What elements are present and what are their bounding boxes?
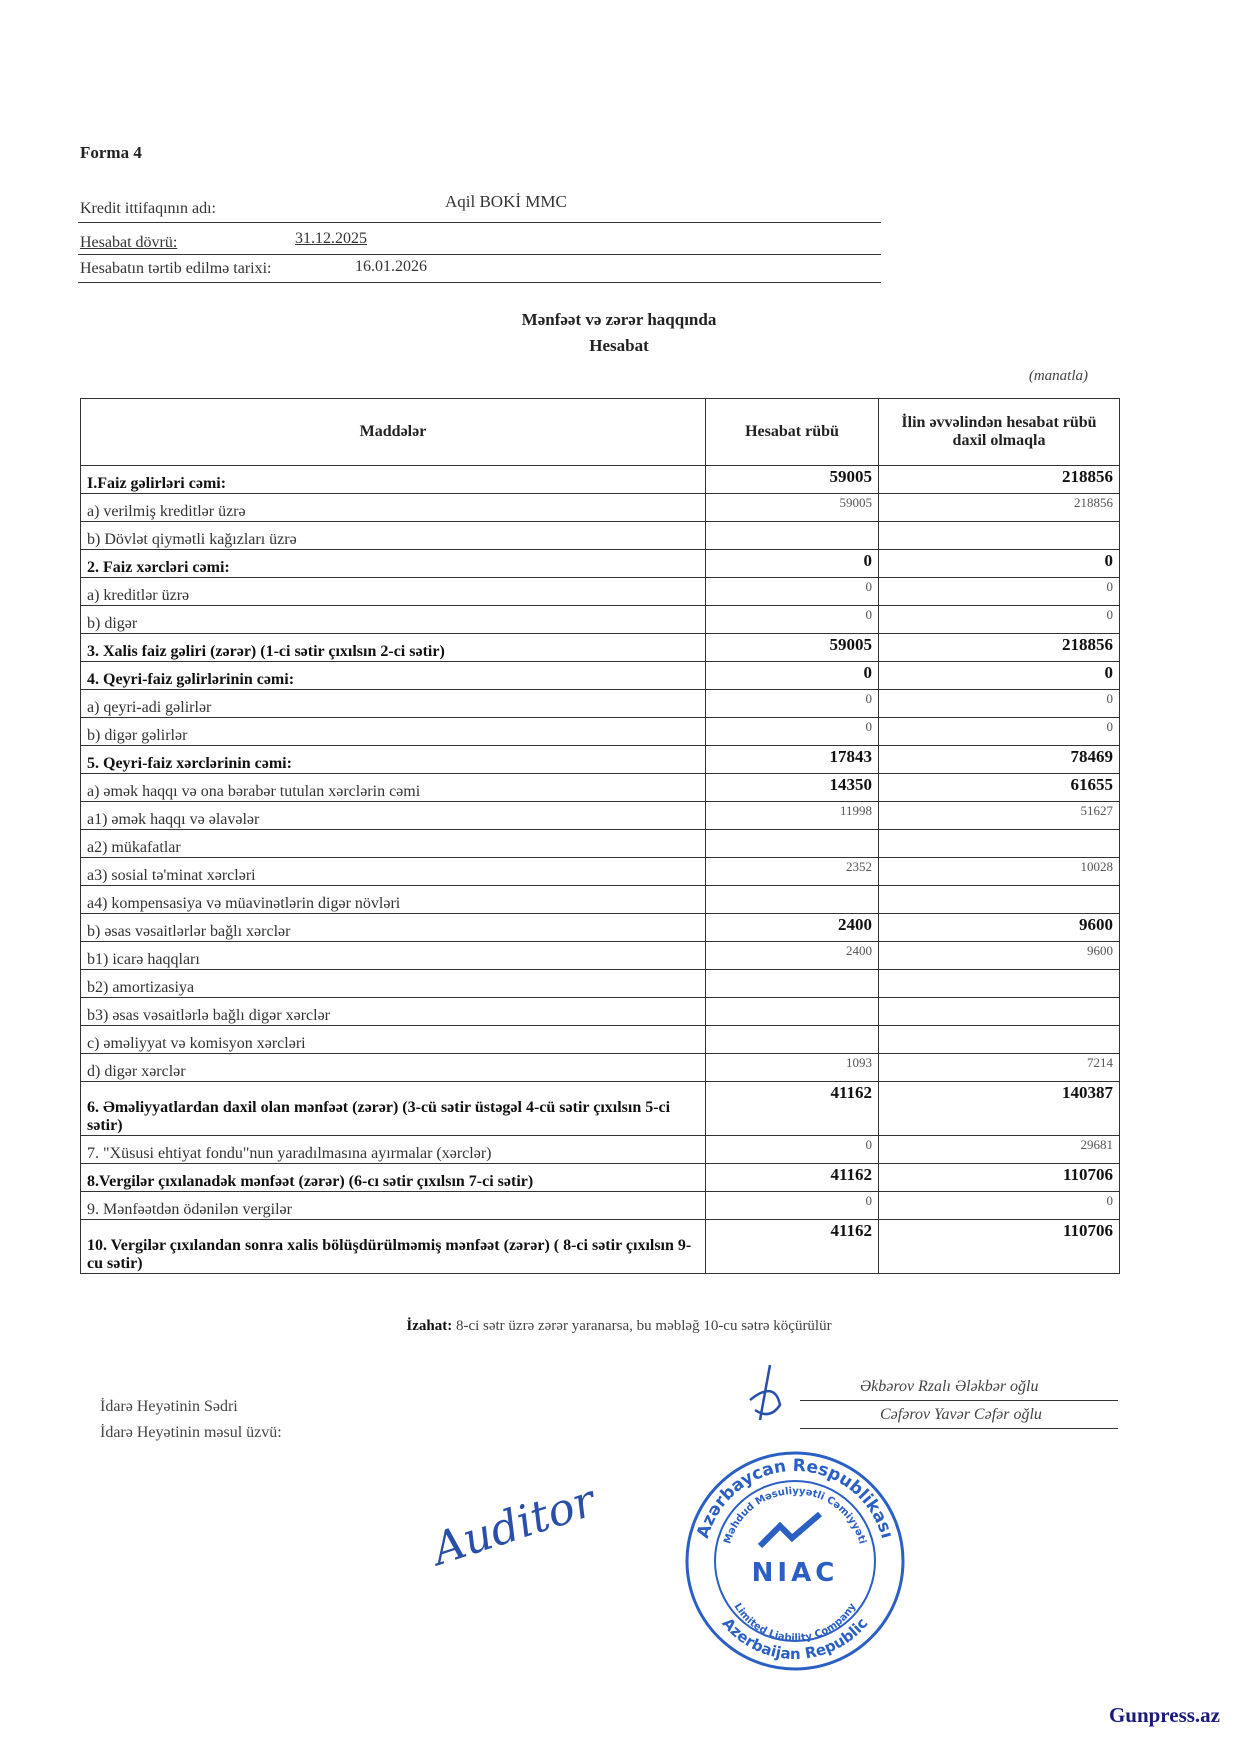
member-label: İdarə Heyətinin məsul üzvü: [100,1424,282,1441]
row-label: 4. Qeyri-faiz gəlirlərinin cəmi: [81,662,706,690]
table-row [81,802,1120,830]
quarter-value: 41162 [706,1082,879,1136]
stamp-inner-top-text: Məhdud Məsuliyyətli Cəmiyyəti [722,1486,868,1546]
compiled-date-value: 16.01.2026 [355,258,427,275]
row-label: 5. Qeyri-faiz xərclərinin cəmi: [81,746,706,774]
row-label: b) Dövlət qiymətli kağızları üzrə [81,522,706,550]
quarter-value: 59005 [706,494,879,522]
ytd-value: 0 [879,550,1120,578]
quarter-value: 17843 [706,746,879,774]
quarter-value: 0 [706,606,879,634]
ytd-value: 61655 [879,774,1120,802]
ytd-value [879,998,1120,1026]
table-row [81,970,1120,998]
table-row [81,1136,1120,1164]
quarter-value: 0 [706,718,879,746]
ytd-value [879,970,1120,998]
table-row [81,466,1120,494]
table-row [81,1164,1120,1192]
row-label: 6. Əməliyyatlardan daxil olan mənfəət (zərər) (3-cü sətir üstəgəl 4-cü sətir çıxılsın 5-ci sətir) [81,1082,706,1136]
row-label: b3) əsas vəsaitlərlə bağlı digər xərclər [81,998,706,1026]
table-row [81,830,1120,858]
quarter-value: 11998 [706,802,879,830]
ytd-value: 0 [879,662,1120,690]
table-row [81,1054,1120,1082]
row-label: b2) amortizasiya [81,970,706,998]
row-label: b1) icarə haqqları [81,942,706,970]
ytd-value: 7214 [879,1054,1120,1082]
table-row [81,606,1120,634]
table-row [81,522,1120,550]
table-row [81,662,1120,690]
ytd-value [879,522,1120,550]
stamp-inner-bottom-text: Limited Liability Company [731,1601,859,1645]
ytd-value: 10028 [879,858,1120,886]
period-label: Hesabat dövrü: [80,234,178,251]
row-label: a4) kompensasiya və müavinətlərin digər növləri [81,886,706,914]
quarter-value: 0 [706,690,879,718]
compiled-date-label: Hesabatın tərtib edilmə tarixi: [80,260,272,277]
table-row [81,858,1120,886]
ytd-value [879,1026,1120,1054]
quarter-value: 14350 [706,774,879,802]
table-header-row [81,399,1120,466]
quarter-value: 2400 [706,914,879,942]
signature-line [800,1400,1118,1401]
row-label: 3. Xalis faiz gəliri (zərər) (1-ci sətir çıxılsın 2-ci sətir) [81,634,706,662]
row-label: 7. "Xüsusi ehtiyat fondu"nun yaradılmasına ayırmalar (xərclər) [81,1136,706,1164]
row-label: 2. Faiz xərcləri cəmi: [81,550,706,578]
union-name-value: Aqil BOKİ MMC [445,192,567,211]
row-label: a) əmək haqqı və ona bərabər tutulan xərclərin cəmi [81,774,706,802]
quarter-value: 0 [706,550,879,578]
ytd-value [879,886,1120,914]
divider [78,254,881,255]
quarter-value: 0 [706,1136,879,1164]
row-label: b) digər gəlirlər [81,718,706,746]
ytd-value: 0 [879,690,1120,718]
table-row [81,494,1120,522]
row-label: d) digər xərclər [81,1054,706,1082]
divider [78,222,881,223]
row-label: b) digər [81,606,706,634]
unit-note: (manatla) [1028,368,1088,384]
union-name-label: Kredit ittifaqının adı: [80,200,216,217]
ytd-value: 9600 [879,914,1120,942]
ytd-value: 140387 [879,1082,1120,1136]
table-row [81,774,1120,802]
report-subtitle: Hesabat [589,336,649,355]
table-row [81,578,1120,606]
row-label: b) əsas vəsaitlərlər bağlı xərclər [81,914,706,942]
table-row [81,746,1120,774]
company-stamp [680,1446,910,1676]
row-label: a3) sosial tə'minat xərcləri [81,858,706,886]
row-label: I.Faiz gəlirləri cəmi: [81,466,706,494]
table-body [81,466,1120,1274]
member-name: Cəfərov Yavər Cəfər oğlu [880,1406,1042,1423]
note-text: 8-ci sətr üzrə zərər yaranarsa, bu məbləğ 10-cu sətrə köçürülür [452,1318,832,1334]
table-row [81,718,1120,746]
quarter-value: 41162 [706,1220,879,1274]
ytd-value: 218856 [879,466,1120,494]
quarter-value: 59005 [706,466,879,494]
quarter-value [706,830,879,858]
table-row [81,1220,1120,1274]
signature-scribble [740,1360,800,1430]
table-row [81,998,1120,1026]
ytd-value: 0 [879,1192,1120,1220]
row-label: a) qeyri-adi gəlirlər [81,690,706,718]
row-label: 8.Vergilər çıxılanadək mənfəət (zərər) (6-cı sətir çıxılsın 7-ci sətir) [81,1164,706,1192]
table-row [81,634,1120,662]
ytd-value: 110706 [879,1164,1120,1192]
table-row [81,1026,1120,1054]
quarter-value: 2352 [706,858,879,886]
period-value: 31.12.2025 [295,230,367,247]
watermark-brand: Gunpress.az [1108,1703,1220,1727]
row-label: c) əməliyyat və komisyon xərcləri [81,1026,706,1054]
row-label: 10. Vergilər çıxılandan sonra xalis bölüşdürülməmiş mənfəət (zərər) ( 8-ci sətir çıxılsın 9-cu sətir) [81,1220,706,1274]
quarter-value: 1093 [706,1054,879,1082]
stamp-outer-top-text: Azərbaycan Respublikası [693,1455,897,1541]
row-label: a1) əmək haqqı və əlavələr [81,802,706,830]
column-header-items: Maddələr [81,399,706,466]
ytd-value: 78469 [879,746,1120,774]
table-row [81,1082,1120,1136]
quarter-value: 59005 [706,634,879,662]
quarter-value [706,998,879,1026]
quarter-value: 0 [706,578,879,606]
quarter-value [706,522,879,550]
quarter-value [706,1026,879,1054]
ytd-value: 51627 [879,802,1120,830]
income-statement-table [80,398,1120,1274]
quarter-value: 0 [706,662,879,690]
ytd-value: 0 [879,606,1120,634]
ytd-value: 110706 [879,1220,1120,1274]
note-label: İzahat: [406,1318,453,1334]
ytd-value: 0 [879,718,1120,746]
handwritten-signature: Auditor [426,1475,602,1576]
column-header-quarter: Hesabat rübü [706,399,879,466]
chair-label: İdarə Heyətinin Sədri [100,1398,238,1415]
ytd-value: 29681 [879,1136,1120,1164]
divider [78,282,881,283]
signature-line [800,1428,1118,1429]
stamp-center-text: NIAC [751,1558,839,1588]
row-label: 9. Mənfəətdən ödənilən vergilər [81,1192,706,1220]
ytd-value: 9600 [879,942,1120,970]
ytd-value [879,830,1120,858]
table-row [81,690,1120,718]
table-row [81,914,1120,942]
quarter-value: 2400 [706,942,879,970]
row-label: a) kreditlər üzrə [81,578,706,606]
quarter-value [706,886,879,914]
form-number: Forma 4 [80,143,142,162]
svg-text:Azərbaycan Respublikası [693,1456,897,1541]
quarter-value: 41162 [706,1164,879,1192]
column-header-ytd: İlin əvvəlindən hesabat rübü daxil olmaqla [879,399,1120,466]
report-title: Mənfəət və zərər haqqında [521,310,717,329]
stamp-logo-icon [760,1514,820,1546]
table-row [81,1192,1120,1220]
quarter-value [706,970,879,998]
row-label: a) verilmiş kreditlər üzrə [81,494,706,522]
table-row [81,942,1120,970]
table-row [81,550,1120,578]
table-row [81,886,1120,914]
ytd-value: 0 [879,578,1120,606]
ytd-value: 218856 [879,634,1120,662]
quarter-value: 0 [706,1192,879,1220]
ytd-value: 218856 [879,494,1120,522]
chair-name: Əkbərov Rzalı Ələkbər oğlu [860,1378,1039,1395]
stamp-outer-bottom-text: Azerbaijan Republic [718,1614,872,1664]
row-label: a2) mükafatlar [81,830,706,858]
explanation-note [0,1318,1238,1335]
